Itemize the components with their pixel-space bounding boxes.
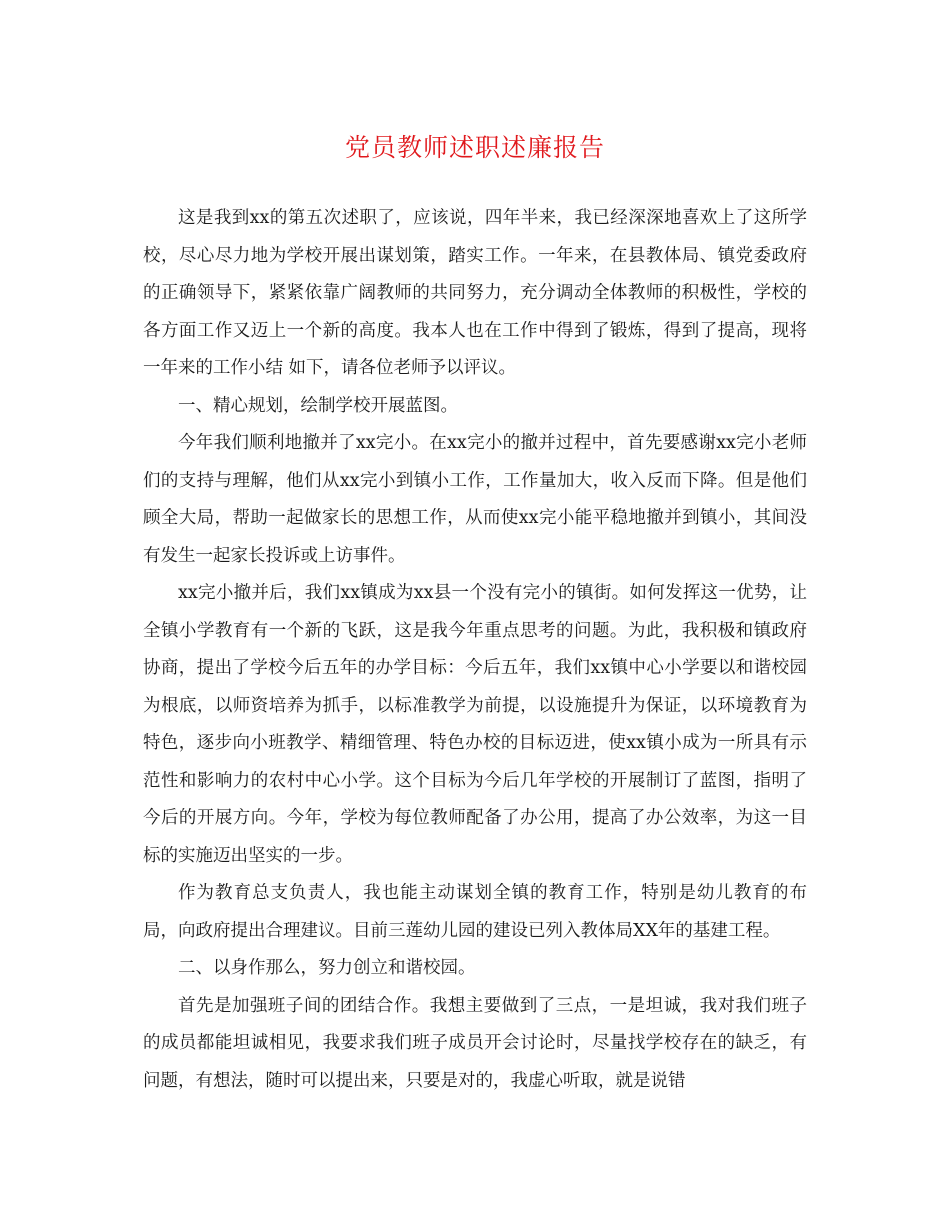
document-title: 党员教师述职述廉报告 <box>344 133 605 162</box>
paragraph: 今年我们顺利地撤并了xx完小。在xx完小的撤并过程中，首先要感谢xx完小老师们的支持与理解，他们从xx完小到镇小工作，工作量加大，收入反而下降。但是他们顾全大局，帮助一起做家长的思想工作，从而使xx完小能平稳地撤并到镇小，其间没有发生一起家长投诉或上访事件。 <box>143 433 807 566</box>
paragraph: xx完小撤并后，我们xx镇成为xx县一个没有完小的镇街。如何发挥这一优势，让全镇小学教育有一个新的飞跃，这是我今年重点思考的问题。为此，我积极和镇政府协商，提出了学校今后五年的办学目标：今后五年，我们xx镇中心小学要以和谐校园为根底，以师资培养为抓手，以标准教学为前提，以设施提升为保证，以环境教育为特色，逐步向小班教学、精细管理、特色办校的目标迈进，使xx镇小成为一所具有示范性和影响力的农村中心小学。这个目标为今后几年学校的开展制订了蓝图，指明了今后的开展方向。今年，学校为每位教师配备了办公用，提高了办公效率，为这一目标的实施迈出坚实的一步。 <box>143 583 807 866</box>
section-heading: 一、精心规划，绘制学校开展蓝图。 <box>178 395 458 416</box>
paragraph: 作为教育总支负责人，我也能主动谋划全镇的教育工作，特别是幼儿教育的布局，向政府提出合理建议。目前三莲幼儿园的建设已列入教体局XX年的基建工程。 <box>143 883 807 941</box>
document-body <box>143 200 807 1100</box>
section-heading: 二、以身作那么，努力创立和谐校园。 <box>178 958 476 978</box>
paragraph: 这是我到xx的第五次述职了，应该说，四年半来，我已经深深地喜欢上了这所学校，尽心尽力地为学校开展出谋划策，踏实工作。一年来，在县教体局、镇党委政府的正确领导下，紧紧依靠广阔教师的共同努力，充分调动全体教师的积极性，学校的各方面工作又迈上一个新的高度。我本人也在工作中得到了锻炼，得到了提高，现将一年来的工作小结 如下，请各位老师予以评议。 <box>143 208 807 378</box>
paragraph: 首先是加强班子间的团结合作。我想主要做到了三点，一是坦诚，我对我们班子的成员都能坦诚相见，我要求我们班子成员开会讨论时，尽量找学校存在的缺乏，有问题，有想法，随时可以提出来，只要是对的，我虚心听取，就是说错 <box>143 995 807 1091</box>
